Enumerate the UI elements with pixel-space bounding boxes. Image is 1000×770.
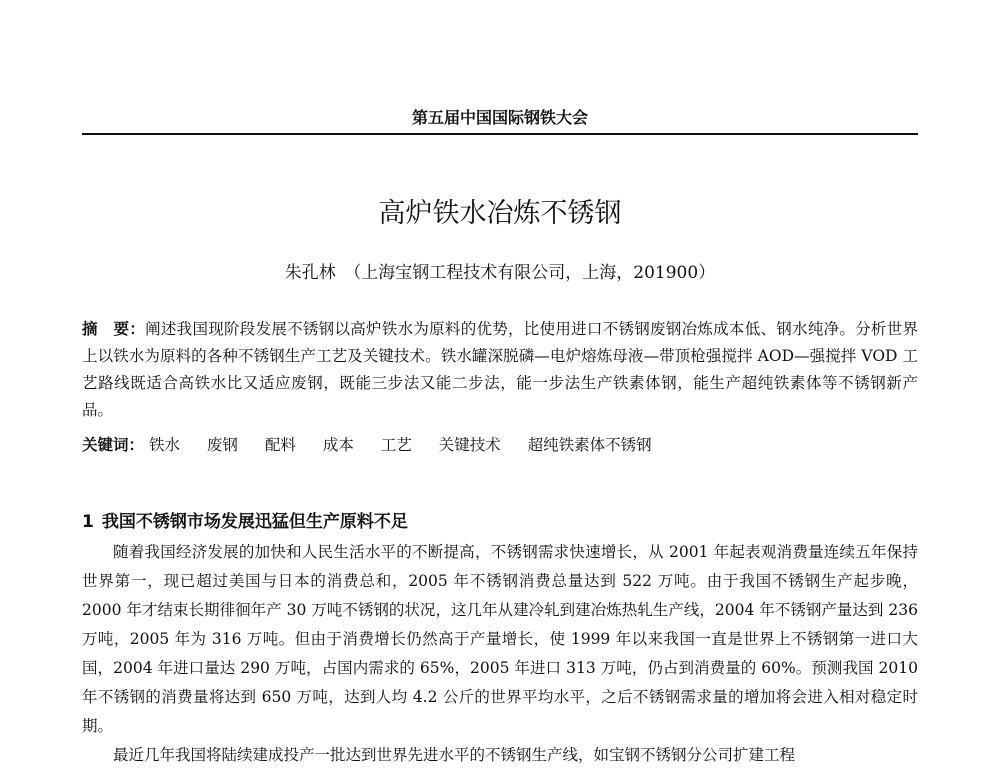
keyword: 关键技术 (438, 436, 501, 454)
conference-header: 第五届中国国际钢铁大会 (411, 108, 588, 127)
keywords-label: 关键词： (82, 436, 145, 454)
section-title: 我国不锈钢市场发展迅猛但生产原料不足 (101, 512, 408, 532)
author-affiliation: 朱孔林 （上海宝钢工程技术有限公司，上海，201900） (284, 263, 716, 283)
section-body (82, 538, 918, 770)
body-paragraph: 随着我国经济发展的加快和人民生活水平的不断提高，不锈钢需求快速增长，从 2001 年起表观消费量连续五年保持世界第一，现已超过美国与日本的消费总和，2005 年不锈钢消费总量达到 522 万吨。由于我国不锈钢生产起步晚，2000 年才结束长期徘徊年产 30 万吨不锈钢的状况，这几年从建冷轧到建冶炼热轧生产线，2004 年不锈钢产量达到 236 万吨，2005 年为 316 万吨。但由于消费增长仍然高于产量增长，使 1999 年以来我国一直是世界上不锈钢第一进口大国，2004 年进口量达 290 万吨，占国内需求的 65%，2005 年进口 313 万吨，仍占到消费量的 60%。预测我国 2010 年不锈钢的消费量将达到 650 万吨，达到人均 4.2 公斤的世界平均水平，之后不锈钢需求量的增加将会进入相对稳定时期。 (82, 543, 918, 735)
abstract-label: 摘 要： (82, 320, 146, 338)
keyword: 超纯铁素体不锈钢 (527, 436, 652, 454)
abstract (82, 316, 918, 424)
abstract-text: 阐述我国现阶段发展不锈钢以高炉铁水为原料的优势，比使用进口不锈钢废钢冶炼成本低、钢水纯净。分析世界上以铁水为原料的各种不锈钢生产工艺及关键技术。铁水罐深脱磷—电炉熔炼母液—带顶枪强搅拌 AOD—强搅拌 VOD 工艺路线既适合高铁水比又适应废钢，既能三步法又能二步法，能一步法生产铁素体钢，能生产超纯铁素体等不锈钢新产品。 (82, 320, 918, 419)
section-number: 1 (82, 512, 94, 532)
keywords (82, 432, 918, 459)
keyword: 工艺 (380, 436, 412, 454)
keyword: 配料 (264, 436, 296, 454)
keyword: 铁水 (148, 436, 180, 454)
header-rule (82, 133, 918, 135)
section-heading (82, 510, 918, 534)
keyword: 成本 (322, 436, 354, 454)
keyword: 废钢 (206, 436, 238, 454)
paper-title: 高炉铁水冶炼不锈钢 (378, 198, 622, 229)
body-paragraph: 最近几年我国将陆续建成投产一批达到世界先进水平的不锈钢生产线，如宝钢不锈钢分公司扩建工程 (113, 746, 796, 764)
